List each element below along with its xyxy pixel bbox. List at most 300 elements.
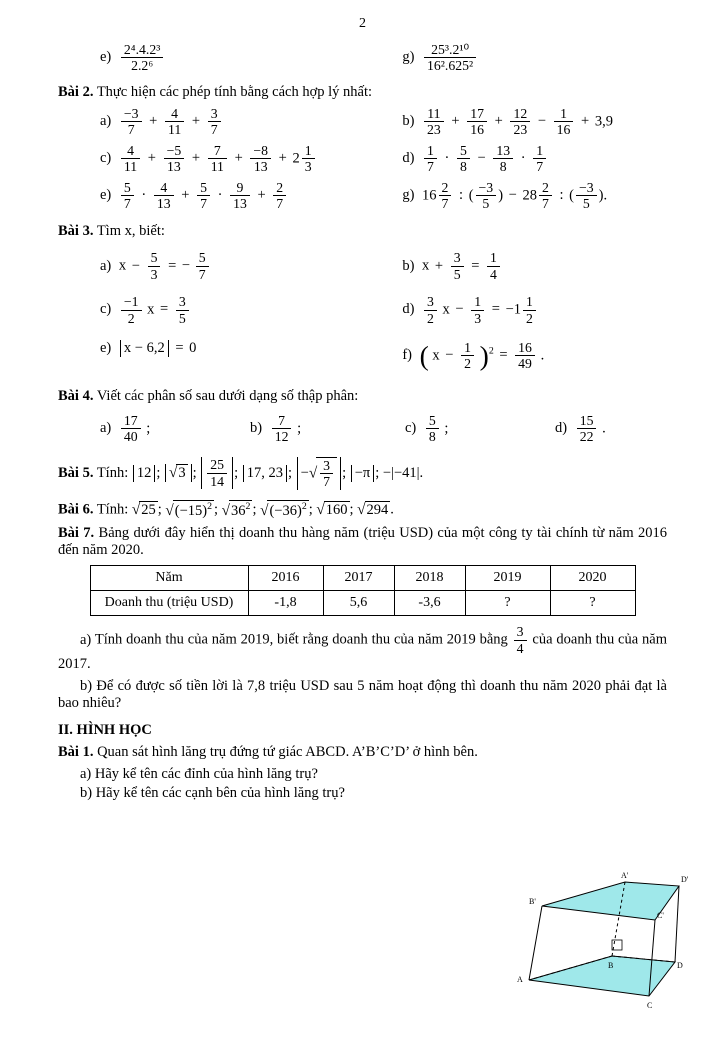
paren-open: (	[569, 186, 574, 203]
table-header-2019: 2019	[465, 566, 550, 591]
operator: ·	[217, 186, 223, 203]
denominator: 4	[516, 640, 524, 656]
fraction	[451, 250, 464, 282]
bai3-d-label: d)	[402, 301, 415, 318]
operator: −	[537, 113, 547, 130]
denominator: 5	[178, 310, 186, 326]
numerator: −3	[476, 180, 497, 196]
bai2-e-label: e)	[100, 186, 112, 203]
denominator: 23	[427, 122, 441, 138]
equals: =	[499, 347, 508, 364]
bai4-text: Viết các phân số sau dưới dạng số thập phân:	[96, 387, 359, 404]
radicand-base: (−15)	[174, 502, 208, 519]
bai4-c-label: c)	[405, 420, 417, 437]
denominator: 11	[210, 159, 224, 175]
table-rowhead-revenue: Doanh thu (triệu USD)	[90, 591, 248, 616]
period: .	[419, 464, 424, 481]
exponent: 2	[207, 500, 213, 512]
bai2-b-label: b)	[402, 113, 415, 130]
fraction	[533, 143, 546, 175]
bai2-item-c	[58, 143, 344, 175]
bai3-item-c	[58, 294, 344, 326]
section2-qa-text: a) Hãy kể tên các đỉnh của hình lăng trụ?	[80, 766, 318, 783]
sign: −	[181, 257, 191, 274]
numerator: 17	[467, 106, 487, 122]
bai7-question-b	[58, 678, 667, 712]
numerator: 2	[539, 180, 552, 196]
paren-open: (	[419, 339, 429, 371]
bai3-heading	[58, 223, 667, 240]
numerator: 11	[424, 106, 444, 122]
operator: +	[581, 113, 590, 130]
fraction	[424, 106, 444, 138]
label-c-prime: C'	[657, 911, 664, 920]
fraction	[273, 180, 286, 212]
table-cell-revenue-2020: ?	[550, 591, 635, 616]
bai3-row-ab	[58, 250, 667, 282]
label-c: C	[647, 1001, 653, 1010]
numerator: −8	[250, 143, 271, 159]
radical-sign: √	[260, 501, 269, 519]
fraction	[515, 340, 535, 372]
bai3-item-d	[344, 294, 667, 326]
operator: :	[459, 186, 464, 203]
paren-close: )	[598, 186, 604, 203]
separator: ;	[297, 420, 302, 437]
operator: −	[455, 301, 464, 318]
bai2-heading	[58, 84, 667, 101]
fraction	[439, 180, 452, 212]
label-a-prime: A'	[621, 871, 629, 880]
ex1-e-fraction	[121, 42, 163, 74]
denominator: 14	[210, 473, 225, 489]
numerator: 5	[457, 143, 470, 159]
prism-figure	[507, 868, 697, 1018]
numerator: 5	[121, 180, 134, 196]
bai5-text: Tính:	[96, 464, 129, 481]
fraction	[121, 106, 142, 138]
denominator: 4	[490, 266, 497, 282]
denominator: 2	[464, 356, 471, 372]
bai3-title: Bài 3.	[58, 223, 94, 240]
square-root	[132, 501, 158, 519]
numerator: 1	[471, 294, 484, 310]
numerator: 1	[461, 340, 474, 356]
operator: +	[149, 113, 158, 130]
operator: ·	[520, 149, 526, 166]
ex1-row	[58, 42, 667, 74]
separator: ;	[375, 464, 380, 481]
bai2-item-g	[344, 180, 667, 212]
numerator: 13	[493, 143, 513, 159]
denominator: 13	[233, 195, 247, 211]
bai3-a-label: a)	[100, 257, 112, 274]
square-root	[316, 501, 349, 519]
bai3-row-cd	[58, 294, 667, 326]
numerator: −3	[576, 180, 597, 196]
table-row-years	[90, 566, 635, 591]
square-root	[165, 500, 214, 520]
equals: =	[471, 257, 480, 274]
operator: ·	[141, 186, 147, 203]
denominator: 7	[127, 122, 135, 138]
denominator: 7	[210, 122, 218, 138]
bai3-item-a	[58, 250, 344, 282]
bai2-row-eg	[58, 180, 667, 212]
bai2-text: Thực hiện các phép tính bằng cách hợp lý nhất:	[96, 83, 373, 100]
label-b-prime: B'	[529, 897, 536, 906]
table-cell-revenue-2019: ?	[465, 591, 550, 616]
fraction	[424, 294, 437, 326]
numerator: 1	[554, 106, 574, 122]
numerator: 3	[424, 294, 437, 310]
table-header-2020: 2020	[550, 566, 635, 591]
bai7-a-text2: của doanh thu của năm 2017.	[58, 631, 667, 673]
paren-open: (	[468, 186, 474, 203]
operator: +	[234, 149, 243, 166]
fraction	[523, 294, 536, 326]
numerator: 5	[148, 250, 161, 266]
label-d: D	[677, 961, 683, 970]
bai4-d-label: d)	[555, 420, 568, 437]
fraction	[514, 624, 527, 656]
fraction	[302, 143, 315, 175]
fraction	[208, 143, 227, 175]
bai4-title: Bài 4.	[58, 387, 94, 404]
operator: +	[181, 186, 190, 203]
operator: :	[559, 186, 564, 203]
separator: ;	[252, 500, 257, 517]
radicand	[267, 500, 308, 520]
radical-sign: √	[316, 500, 325, 518]
denominator: 7	[427, 159, 434, 175]
fraction	[121, 143, 140, 175]
label-b: B	[608, 961, 614, 970]
bai7-b-label: b)	[80, 678, 93, 695]
document-content	[0, 42, 725, 802]
sign: −	[300, 464, 309, 481]
numerator: 3	[208, 106, 221, 122]
bai4-item-c	[405, 413, 555, 445]
operator: −	[131, 257, 140, 274]
exponent: 2	[245, 500, 251, 512]
denominator: 7	[276, 195, 284, 211]
equals: =	[160, 301, 169, 318]
bai3-text: Tìm x, biết:	[96, 223, 165, 240]
numerator: 5	[196, 250, 209, 266]
denominator: 3	[474, 310, 482, 326]
table-header-year: Năm	[90, 566, 248, 591]
bai5-line	[58, 457, 667, 490]
bai7-b-text: Để có được số tiền lời là 7,8 triệu USD sau 5 năm hoạt động thì doanh thu năm 2020 phải đạt là bao nhiêu?	[58, 678, 667, 712]
fraction	[457, 143, 470, 175]
radicand	[229, 500, 252, 520]
separator: ;	[444, 420, 449, 437]
radicand-base: (−36)	[269, 502, 302, 519]
section-title-hinhhoc: II. HÌNH HỌC	[58, 722, 152, 739]
operator: ·	[444, 149, 450, 166]
bai7-question-a	[58, 624, 667, 673]
numerator: −5	[164, 143, 185, 159]
operator: +	[147, 149, 156, 166]
value: 0	[189, 340, 197, 357]
denominator: 22	[579, 429, 594, 445]
denominator: 5	[482, 195, 490, 211]
fraction	[121, 180, 134, 212]
radicand	[316, 457, 337, 490]
document-page	[0, 16, 725, 1040]
denominator: 3	[150, 266, 158, 282]
ex1-g-denominator: 16².625²	[427, 58, 474, 74]
fraction	[250, 143, 271, 175]
numerator: 2	[439, 180, 452, 196]
square-root	[222, 500, 253, 520]
table-cell-revenue-2016: -1,8	[248, 591, 323, 616]
absolute-value	[201, 457, 233, 489]
numerator: −1	[121, 294, 142, 310]
equals: =	[175, 340, 184, 357]
bai7-paragraph	[58, 525, 667, 559]
ex1-item-g	[344, 42, 667, 74]
bai2-item-d	[344, 143, 667, 175]
fraction	[165, 106, 184, 138]
fraction	[208, 106, 221, 138]
separator: ;	[342, 464, 347, 481]
numerator: 3	[451, 250, 464, 266]
operator: −	[477, 149, 486, 166]
numerator: 25	[207, 457, 227, 473]
denominator: 2	[526, 310, 533, 326]
period: .	[390, 500, 394, 517]
bai2-item-a	[58, 106, 344, 138]
operator: +	[451, 113, 460, 130]
negative-abs: −|−41|	[382, 464, 420, 481]
variable: x	[118, 257, 127, 274]
bai3-f-label: f)	[402, 347, 412, 364]
fraction	[476, 180, 497, 212]
separator: ;	[308, 500, 313, 517]
numerator: 5	[197, 180, 210, 196]
fraction	[207, 457, 227, 489]
separator: ;	[192, 464, 197, 481]
bai2-item-e	[58, 180, 344, 212]
fraction	[510, 106, 530, 138]
bai3-item-e	[58, 340, 344, 372]
numerator: −3	[121, 106, 142, 122]
fraction	[576, 180, 597, 212]
bai7-text: Bảng dưới đây hiển thị doanh thu hàng năm (triệu USD) của một công ty tài chính từ năm 2016 đến năm 2020.	[58, 525, 667, 559]
separator: ;	[157, 500, 162, 517]
fraction	[493, 143, 513, 175]
denominator: 2	[427, 310, 434, 326]
denominator: 2	[127, 310, 135, 326]
operator: +	[191, 149, 201, 166]
fraction	[471, 294, 484, 326]
operator: +	[494, 113, 503, 130]
bai2-a-label: a)	[100, 113, 112, 130]
absolute-value: 17, 23	[243, 465, 287, 482]
section2-question-a	[58, 766, 518, 783]
variable: x	[432, 347, 440, 364]
denominator: 7	[200, 195, 207, 211]
bai4-b-label: b)	[250, 420, 263, 437]
fraction	[554, 106, 574, 138]
denominator: 5	[582, 195, 590, 211]
bai7-title: Bài 7.	[58, 525, 95, 542]
absolute-value: 12	[133, 465, 156, 482]
absolute-value	[165, 464, 192, 482]
numerator: 2	[273, 180, 286, 196]
bai3-row-ef	[58, 340, 667, 372]
radical-sign: √	[169, 464, 178, 482]
period: .	[603, 186, 608, 203]
denominator: 16	[470, 122, 484, 138]
absolute-value: −π	[351, 465, 375, 482]
denominator: 3	[304, 159, 312, 175]
period: .	[540, 347, 545, 364]
bai2-d-label: d)	[402, 149, 415, 166]
fraction	[121, 413, 141, 445]
section2-bai1	[58, 744, 496, 761]
denominator: 12	[274, 429, 289, 445]
numerator: 1	[533, 143, 546, 159]
separator: ;	[287, 464, 292, 481]
operator: +	[257, 186, 266, 203]
exponent: 2	[301, 500, 307, 512]
fraction	[154, 180, 174, 212]
bai6-title: Bài 6.	[58, 500, 94, 517]
bai3-c-label: c)	[100, 301, 112, 318]
denominator: 13	[167, 159, 181, 175]
variable: x	[422, 257, 430, 274]
numerator: 16	[515, 340, 535, 356]
numerator: 3	[320, 458, 333, 474]
bai3-item-b	[344, 250, 667, 282]
separator: ;	[146, 420, 151, 437]
bai4-item-b	[250, 413, 405, 445]
fraction	[176, 294, 189, 326]
numerator: 3	[176, 294, 189, 310]
denominator: 8	[460, 159, 467, 175]
denominator: 49	[518, 356, 532, 372]
radical-sign: √	[357, 500, 366, 518]
bai2-title: Bài 2.	[58, 83, 94, 100]
fraction	[467, 106, 487, 138]
denominator: 8	[499, 159, 507, 175]
separator: ;	[349, 500, 354, 517]
section2-question-b	[58, 785, 518, 802]
denominator: 13	[253, 159, 268, 175]
separator: ;	[214, 500, 219, 517]
radicand: 3	[178, 465, 186, 482]
absolute-value: x − 6,2	[120, 340, 169, 357]
denominator: 7	[123, 195, 131, 211]
separator: ;	[156, 464, 161, 481]
radical-sign: √	[221, 501, 231, 519]
square-root	[169, 464, 188, 482]
operator: +	[191, 113, 201, 130]
bai2-g-label: g)	[402, 186, 415, 203]
bai4-item-a	[100, 413, 250, 445]
separator: .	[602, 420, 606, 437]
numerator: 1	[302, 143, 315, 159]
radical-sign: √	[165, 501, 174, 519]
numerator: 1	[523, 294, 536, 310]
numerator: 3	[514, 624, 527, 640]
radicand	[173, 500, 214, 520]
equals: =	[491, 301, 500, 318]
fraction	[539, 180, 552, 212]
page-number: 2	[359, 16, 366, 31]
operator: −	[445, 347, 454, 364]
numerator: 4	[121, 143, 140, 159]
numerator: 1	[487, 250, 500, 266]
fraction	[424, 143, 437, 175]
mixed-number	[422, 180, 453, 212]
denominator: 13	[156, 195, 171, 211]
ex1-e-label: e)	[100, 49, 112, 66]
denominator: 5	[453, 266, 461, 282]
ex1-e-numerator: 2⁴.4.2³	[121, 42, 163, 58]
bai3-e-label: e)	[100, 340, 112, 357]
radical-sign: √	[131, 500, 141, 518]
operator: +	[278, 149, 287, 166]
fraction	[320, 458, 333, 490]
numerator: 4	[165, 106, 184, 122]
term: 3,9	[594, 113, 613, 130]
numerator: 7	[208, 143, 227, 159]
radicand: 25	[141, 501, 156, 518]
table-header-2017: 2017	[323, 566, 394, 591]
equals: =	[168, 257, 177, 274]
bai4-items	[58, 413, 667, 445]
ex1-g-numerator: 25³.2¹⁰	[424, 42, 476, 58]
denominator: 7	[441, 195, 449, 211]
numerator: 7	[272, 413, 292, 429]
radical-sign: √	[308, 464, 318, 481]
ex1-g-fraction	[424, 42, 476, 74]
whole-part: 28	[522, 186, 537, 203]
bai7-a-label: a)	[80, 631, 92, 648]
radicand-base: 36	[231, 502, 246, 519]
fraction	[230, 180, 250, 212]
fraction	[577, 413, 597, 445]
ex1-item-e	[58, 42, 344, 74]
prism-edge-dd	[675, 886, 679, 962]
fraction	[426, 413, 439, 445]
table-header-2018: 2018	[394, 566, 465, 591]
bai6-text: Tính:	[96, 500, 129, 517]
radicand: 294	[366, 501, 389, 518]
fraction	[272, 413, 292, 445]
radicand: 160	[325, 501, 348, 518]
whole-part: 16	[422, 186, 437, 203]
denominator: 8	[428, 429, 436, 445]
fraction	[121, 294, 142, 326]
bai7-a-text: Tính doanh thu của năm 2019, biết rằng doanh thu của năm 2019 bằng	[94, 631, 508, 648]
numerator: 15	[577, 413, 597, 429]
label-a: A	[517, 975, 523, 984]
mixed-number	[506, 294, 538, 326]
numerator: 5	[426, 413, 439, 429]
operator: +	[434, 257, 444, 274]
square-root	[357, 501, 390, 519]
prism-svg	[507, 868, 697, 1018]
label-d-prime: D'	[681, 875, 689, 884]
paren-close: )	[498, 186, 504, 203]
fraction	[148, 250, 161, 282]
bai2-c-label: c)	[100, 149, 112, 166]
